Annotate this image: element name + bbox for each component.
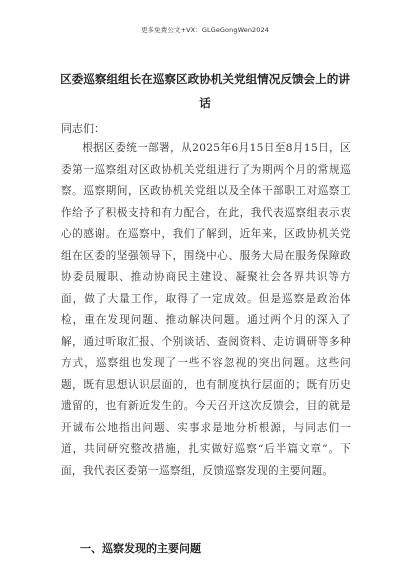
body-paragraph: 根据区委统一部署，从2025年6月15日至8月15日，区委第一巡察组对区政协机关党组进行了为期两个月的常规巡察。巡察期间，区政协机关党组以及全体干部职工对巡察工作给予了积极支持和有力配合，在此，我代表巡察组表示衷心的感谢。在巡察中，我们了解到，近年来，区政协机关党组在区委的坚强领导下，围绕中心、服务大局在服务保障政协委员履职、推动协商民主建设、凝聚社会各界共识等方面，做了大量工作，取得了一定成效。但是巡察是政治体检，重在发现问题、推动解决问题。通过两个月的深入了解，通过听取汇报、个别谈话、查阅资料、走访调研等多种方式，巡察组也发现了一些不容忽视的突出问题。这些问题，既有思想认识层面的，也有制度执行层面的；既有历史遗留的，也有新近发生的。今天召开这次反馈会，目的就是开诚布公地指出问题、实事求是地分析根源，与同志们一道，共同研究整改措施，扎实做好巡察“后半篇文章”。下面，我代表区委第一巡察组，反馈巡察发现的主要问题。 — [61, 142, 351, 477]
salutation: 同志们： — [61, 122, 105, 135]
section-heading: 一、巡察发现的主要问题 — [80, 542, 201, 555]
document-title: 区委巡察组组长在巡察区政协机关党组情况反馈会上的讲话 — [60, 72, 350, 110]
header-note: 更多免费公文+VX：GLGeGongWen2024 — [140, 26, 269, 34]
